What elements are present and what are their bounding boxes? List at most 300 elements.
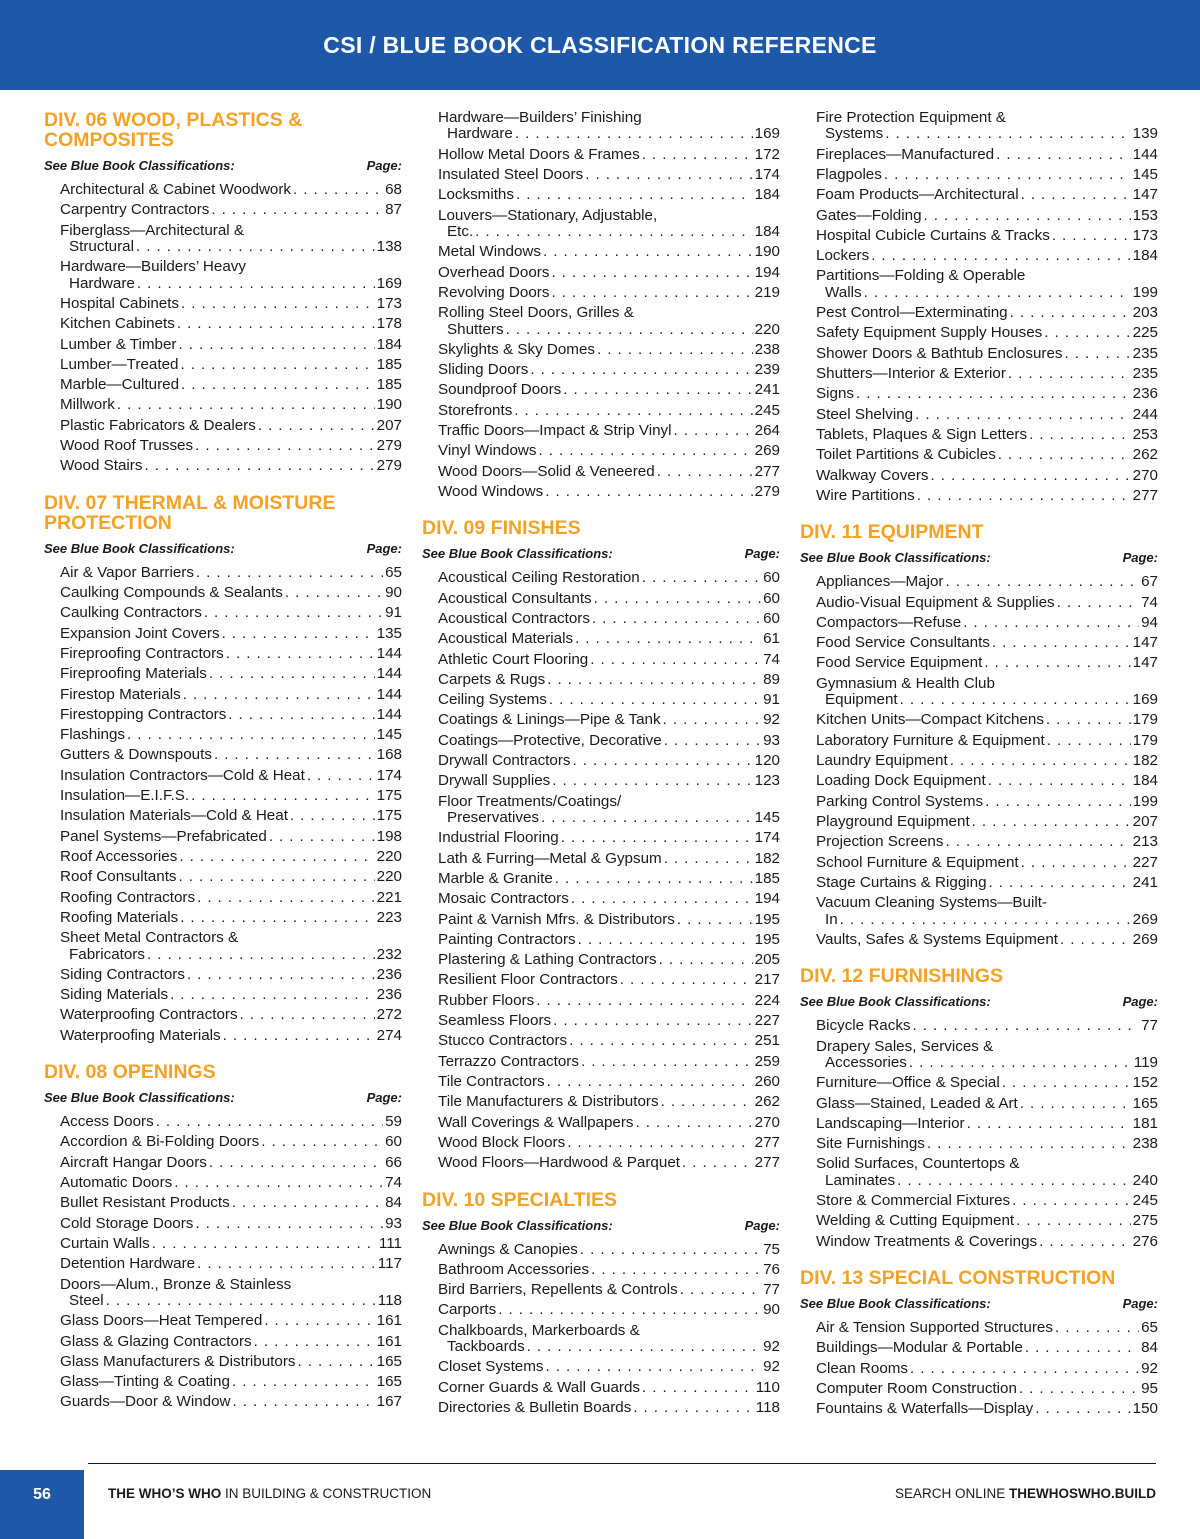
classification-entry (438, 891, 780, 907)
page-reference: 119 (1133, 1054, 1158, 1071)
classification-name: Fiberglass—Architectural & (60, 221, 245, 239)
division-section (800, 110, 1158, 504)
division-title: DIV. 11 EQUIPMENT (800, 521, 984, 544)
classification-name: Foam Products—Architectural (816, 187, 1019, 204)
classification-name: Soundproof Doors (438, 382, 562, 399)
classification-name: Lockers (816, 248, 870, 265)
page-reference: 277 (754, 1134, 780, 1151)
classification-name: Marble—Cultured (60, 377, 180, 394)
dot-leader (674, 423, 753, 439)
page-reference: 91 (385, 605, 402, 622)
classification-name: Vinyl Windows (438, 443, 537, 460)
dot-leader (664, 851, 753, 867)
classification-name: Computer Room Construction (816, 1381, 1017, 1398)
dot-leader (1057, 595, 1139, 611)
see-classifications-label: See Blue Book Classifications: (800, 994, 991, 1010)
dot-leader (910, 1361, 1139, 1377)
page-reference: 195 (754, 911, 780, 928)
classification-name: Stage Curtains & Rigging (816, 874, 987, 891)
classification-name: Skylights & Sky Domes (438, 341, 595, 358)
classification-name: Closet Systems (438, 1359, 544, 1376)
classification-entry (816, 167, 1158, 183)
classification-entry (438, 672, 780, 688)
column-3 (800, 110, 1158, 1436)
classification-name: Insulated Steel Doors (438, 167, 584, 183)
classification-entry (816, 1213, 1158, 1229)
dot-leader (864, 285, 1131, 301)
see-classifications-label: See Blue Book Classifications: (422, 546, 613, 562)
classification-entry (438, 1054, 780, 1070)
dot-leader (992, 635, 1131, 651)
dot-leader (240, 1007, 375, 1023)
page-reference: 236 (376, 966, 402, 983)
classification-entry (438, 753, 780, 769)
classification-name: Firestop Materials (60, 686, 181, 703)
classification-entry (816, 655, 1158, 671)
classification-entry (60, 202, 402, 218)
dot-leader (897, 1173, 1131, 1189)
classification-entry (816, 814, 1158, 830)
classification-entry (816, 228, 1158, 244)
classification-entry (60, 646, 402, 662)
page-reference: 221 (376, 889, 402, 906)
classification-entry (60, 768, 402, 784)
classification-name: Guards—Door & Window (60, 1394, 231, 1411)
dot-leader (884, 167, 1131, 183)
dot-leader (543, 244, 753, 260)
classification-name: Athletic Court Flooring (438, 651, 589, 668)
classification-name: Wall Coverings & Wallpapers (438, 1114, 634, 1131)
page-reference: 174 (754, 167, 780, 183)
classification-name: Acoustical Contractors (438, 610, 590, 627)
classification-entry (60, 987, 402, 1003)
classification-name: Awnings & Canopies (438, 1241, 578, 1258)
page-reference: 123 (754, 773, 780, 790)
page-reference: 87 (385, 202, 402, 219)
classification-name: Marble & Granite (438, 870, 553, 887)
division-section (422, 110, 780, 500)
classification-name: Hardware—Builders’ Finishing (438, 109, 642, 126)
page-reference: 190 (376, 397, 402, 414)
dot-leader (514, 403, 752, 419)
dot-leader (258, 418, 375, 434)
dot-leader (269, 829, 375, 845)
classification-name: Acoustical Materials (438, 631, 574, 648)
dot-leader (261, 1134, 383, 1150)
classification-name-continued: Fabricators (69, 946, 145, 963)
classification-header (800, 550, 1158, 565)
dot-leader (506, 322, 753, 338)
classification-entry (816, 875, 1158, 891)
classification-name: Floor Treatments/Coatings/ (438, 792, 622, 810)
classification-entry (816, 1320, 1158, 1336)
classification-entry (438, 871, 780, 887)
page-title: CSI / BLUE BOOK CLASSIFICATION REFERENCE (323, 31, 877, 58)
classification-name: Food Service Equipment (816, 655, 983, 672)
classification-name: Fountains & Waterfalls—Display (816, 1401, 1034, 1418)
dot-leader (591, 1262, 761, 1278)
dot-leader (223, 1028, 375, 1044)
classification-name: Curtain Walls (60, 1235, 150, 1252)
publication-name-rest: IN BUILDING & CONSTRUCTION (221, 1486, 432, 1501)
column-2 (422, 110, 780, 1434)
dot-leader (913, 1018, 1140, 1034)
classification-name: Clean Rooms (816, 1360, 909, 1377)
classification-entry (816, 1361, 1158, 1377)
dot-leader (547, 672, 761, 688)
classification-entry (438, 342, 780, 358)
page-reference: 220 (376, 869, 402, 886)
classification-entry (816, 834, 1158, 850)
classification-name: Steel Shelving (816, 406, 914, 423)
classification-name-continued: Hardware (69, 275, 135, 292)
page-reference: 152 (1132, 1075, 1158, 1092)
dot-leader (209, 1155, 383, 1171)
classification-name: Chalkboards, Markerboards & (438, 1321, 640, 1339)
page-reference: 60 (763, 590, 780, 607)
dot-leader (917, 488, 1131, 504)
page-reference: 184 (754, 187, 780, 204)
page-reference: 92 (763, 1359, 780, 1376)
classification-entry (438, 1013, 780, 1029)
dot-leader (1021, 855, 1131, 871)
classification-name: Drapery Sales, Services & (816, 1037, 994, 1055)
classification-entry (816, 1193, 1158, 1209)
page-reference: 89 (763, 671, 780, 688)
classification-list (44, 182, 402, 475)
page-reference: 174 (376, 767, 402, 784)
classification-entry (438, 464, 780, 480)
dot-leader (179, 869, 375, 885)
page-column-label: Page: (366, 540, 402, 556)
classification-entry (816, 855, 1158, 871)
page-reference: 75 (763, 1241, 780, 1258)
classification-entry (816, 407, 1158, 423)
page-column-label: Page: (366, 158, 402, 173)
classification-name-continued: Hardware (447, 126, 513, 143)
page-reference: 269 (754, 443, 780, 460)
classification-entry (60, 223, 402, 256)
classification-entry (816, 346, 1158, 362)
classification-name: Acoustical Ceiling Restoration (438, 570, 640, 587)
page-reference: 168 (376, 747, 402, 764)
classification-name: Detention Hardware (60, 1256, 196, 1273)
page-reference: 118 (755, 1399, 780, 1416)
classification-name: Waterproofing Contractors (60, 1007, 238, 1024)
page-reference: 92 (1141, 1360, 1158, 1377)
classification-name: Waterproofing Materials (60, 1027, 221, 1044)
dot-leader (1046, 712, 1131, 728)
dot-leader (931, 468, 1131, 484)
page-reference: 169 (754, 126, 780, 143)
classification-name: Plastering & Lathing Contractors (438, 952, 657, 969)
classification-name: Carports (438, 1302, 497, 1319)
page-reference: 195 (754, 931, 780, 948)
dot-leader (174, 1175, 383, 1191)
page-reference: 276 (1132, 1233, 1158, 1250)
classification-entry (438, 305, 780, 338)
classification-list (422, 1242, 780, 1417)
classification-name: Architectural & Cabinet Woodwork (60, 182, 292, 198)
page-reference: 220 (376, 848, 402, 865)
classification-name: Glass—Stained, Leaded & Art (816, 1095, 1018, 1112)
dot-leader (967, 1116, 1131, 1132)
classification-entry (438, 712, 780, 728)
dot-leader (177, 316, 375, 332)
see-classifications-label: See Blue Book Classifications: (44, 1090, 235, 1106)
classification-name: Wood Roof Trusses (60, 438, 194, 455)
dot-leader (1021, 187, 1131, 203)
classification-entry (816, 1039, 1158, 1072)
classification-name: Drywall Supplies (438, 773, 551, 790)
search-online-link[interactable] (895, 1486, 1156, 1501)
classification-name: Fireproofing Materials (60, 666, 207, 683)
classification-name-continued: Steel (69, 1292, 104, 1309)
classification-entry (816, 635, 1158, 651)
dot-leader (204, 605, 383, 621)
classification-name: Wood Block Floors (438, 1134, 566, 1151)
classification-name: Rubber Floors (438, 992, 535, 1009)
classification-entry (438, 972, 780, 988)
dot-leader (1047, 733, 1131, 749)
dot-leader (233, 1394, 375, 1410)
classification-name: Walkway Covers (816, 467, 929, 484)
dot-leader (547, 1074, 753, 1090)
page-reference: 147 (1132, 655, 1158, 672)
classification-list (800, 574, 1158, 948)
page-reference: 184 (1132, 773, 1158, 790)
page-reference: 67 (1141, 574, 1158, 591)
classification-name: Appliances—Major (816, 574, 944, 591)
page-reference: 65 (385, 564, 402, 581)
classification-name: Millwork (60, 397, 115, 414)
classification-name: Sheet Metal Contractors & (60, 929, 239, 947)
classification-entry (60, 1155, 402, 1171)
page-reference: 147 (1132, 635, 1158, 652)
classification-list (800, 1320, 1158, 1418)
classification-entry (60, 1175, 402, 1191)
classification-entry (438, 187, 780, 203)
page-reference: 77 (763, 1282, 780, 1299)
publication-name (108, 1486, 431, 1501)
classification-entry (60, 458, 402, 474)
dot-leader (561, 830, 753, 846)
classification-name: Vaults, Safes & Systems Equipment (816, 931, 1058, 948)
classification-entry (816, 676, 1158, 709)
dot-leader (1039, 1234, 1131, 1250)
classification-entry (438, 851, 780, 867)
classification-name: Locksmiths (438, 187, 514, 204)
division-title: DIV. 06 WOOD, PLASTICS & COMPOSITES (44, 109, 303, 151)
classification-entry (816, 208, 1158, 224)
classification-name: Kitchen Cabinets (60, 316, 175, 333)
page-reference: 74 (763, 651, 780, 668)
page-reference: 279 (376, 438, 402, 455)
division-section (44, 493, 402, 1044)
page-reference: 138 (376, 239, 402, 255)
classification-entry (60, 1028, 402, 1044)
classification-name: Accordion & Bi-Folding Doors (60, 1134, 260, 1151)
page-reference: 161 (376, 1333, 402, 1350)
classification-entry (60, 418, 402, 434)
dot-leader (541, 810, 753, 826)
page-reference: 235 (1132, 345, 1158, 362)
dot-leader (592, 611, 761, 627)
page-reference: 184 (376, 336, 402, 353)
page-reference: 68 (385, 182, 402, 198)
classification-list (800, 110, 1158, 504)
page-reference: 223 (376, 909, 402, 926)
classification-entry (438, 362, 780, 378)
dot-leader (191, 788, 375, 804)
classification-name: Siding Contractors (60, 966, 185, 983)
page-reference: 144 (376, 666, 402, 683)
search-online-site: THEWHOSWHO.BUILD (1009, 1486, 1156, 1501)
classification-name: Insulation Materials—Cold & Heat (60, 808, 288, 825)
classification-entry (816, 268, 1158, 301)
classification-list (44, 565, 402, 1044)
dot-leader (567, 1135, 752, 1151)
classification-entry (816, 1116, 1158, 1132)
dot-leader (117, 397, 375, 413)
dot-leader (226, 646, 375, 662)
dot-leader (585, 167, 752, 183)
dot-leader (551, 285, 752, 301)
page-reference: 238 (754, 341, 780, 358)
classification-entry (60, 869, 402, 885)
classification-name: Wood Doors—Solid & Veneered (438, 463, 655, 480)
classification-entry (816, 615, 1158, 631)
classification-name: Revolving Doors (438, 284, 550, 301)
classification-entry (60, 788, 402, 804)
dot-leader (527, 1339, 761, 1355)
page-reference: 175 (376, 808, 402, 825)
classification-entry (438, 652, 780, 668)
dot-leader (152, 1236, 377, 1252)
dot-leader (196, 565, 383, 581)
classification-entry (816, 1018, 1158, 1034)
page-reference: 194 (754, 264, 780, 281)
classification-entry (438, 733, 780, 749)
classification-name: Drywall Contractors (438, 753, 571, 770)
classification-entry (816, 305, 1158, 321)
classification-name: Glass—Tinting & Coating (60, 1374, 230, 1391)
page-reference: 139 (1132, 126, 1158, 143)
dot-leader (530, 362, 752, 378)
classification-name: Wire Partitions (816, 487, 915, 504)
page-column-label: Page: (1122, 1296, 1158, 1312)
page-reference: 270 (1132, 467, 1158, 484)
page-column-label: Page: (1122, 550, 1158, 566)
page-reference: 227 (754, 1013, 780, 1030)
page-reference: 120 (754, 753, 780, 770)
classification-entry (816, 733, 1158, 749)
page-reference: 279 (754, 483, 780, 500)
dot-leader (924, 208, 1131, 224)
classification-name: Gutters & Downspouts (60, 747, 212, 764)
classification-name: Gates—Folding (816, 207, 922, 224)
division-title: DIV. 09 FINISHES (422, 517, 581, 540)
page-reference: 74 (1141, 594, 1158, 611)
classification-entry (816, 248, 1158, 264)
dot-leader (515, 126, 753, 142)
page-reference: 144 (1132, 146, 1158, 163)
classification-entry (60, 967, 402, 983)
classification-name: Air & Vapor Barriers (60, 564, 194, 581)
classification-entry (816, 1156, 1158, 1189)
classification-entry (60, 849, 402, 865)
page-reference: 262 (754, 1094, 780, 1111)
classification-entry (60, 357, 402, 373)
classification-name: Resilient Floor Contractors (438, 972, 618, 989)
classification-name: Plastic Fabricators & Dealers (60, 417, 256, 434)
division-title: DIV. 13 SPECIAL CONSTRUCTION (800, 1267, 1116, 1290)
dot-leader (642, 570, 761, 586)
classification-entry (438, 403, 780, 419)
classification-name: Industrial Flooring (438, 830, 559, 847)
classification-name: Paint & Varnish Mfrs. & Distributors (438, 911, 675, 928)
page-reference: 165 (376, 1374, 402, 1391)
page-column-label: Page: (1122, 994, 1158, 1010)
dot-leader (498, 1302, 761, 1318)
classification-entry (438, 1262, 780, 1278)
classification-name: Painting Contractors (438, 931, 576, 948)
classification-entry (438, 1094, 780, 1110)
classification-header (422, 1218, 780, 1233)
page-reference: 74 (385, 1175, 402, 1192)
page-column-label: Page: (366, 1090, 402, 1106)
dot-leader (183, 687, 375, 703)
dot-leader (664, 733, 761, 749)
page-reference: 181 (1132, 1115, 1158, 1132)
dot-leader (211, 202, 383, 218)
page-reference: 259 (754, 1053, 780, 1070)
dot-leader (573, 753, 753, 769)
classification-name: Roofing Materials (60, 909, 179, 926)
classification-entry (816, 325, 1158, 341)
page-reference: 93 (763, 732, 780, 749)
dot-leader (551, 265, 752, 281)
page-column-label: Page: (744, 546, 780, 562)
classification-entry (816, 794, 1158, 810)
dot-leader (597, 342, 753, 358)
dot-leader (1025, 1340, 1139, 1356)
classification-name: Louvers—Stationary, Adjustable, (438, 206, 658, 224)
page-reference: 65 (1141, 1320, 1158, 1337)
footer-divider (88, 1463, 1156, 1464)
page-reference: 60 (763, 610, 780, 627)
classification-entry (60, 1216, 402, 1232)
page-reference: 224 (754, 992, 780, 1009)
classification-entry (60, 1334, 402, 1350)
page-reference: 182 (1132, 753, 1158, 770)
classification-entry (438, 830, 780, 846)
classification-entry (438, 993, 780, 1009)
dot-leader (636, 1115, 753, 1131)
classification-name-continued: Shutters (447, 321, 504, 338)
page-reference: 185 (376, 377, 402, 394)
classification-list (44, 1114, 402, 1411)
page-reference: 110 (755, 1379, 780, 1396)
dot-leader (179, 849, 374, 865)
dot-leader (661, 1094, 753, 1110)
dot-leader (663, 712, 761, 728)
classification-entry (438, 570, 780, 586)
classification-entry (60, 930, 402, 963)
dot-leader (633, 1400, 753, 1416)
page-reference: 90 (763, 1302, 780, 1319)
classification-entry (438, 692, 780, 708)
